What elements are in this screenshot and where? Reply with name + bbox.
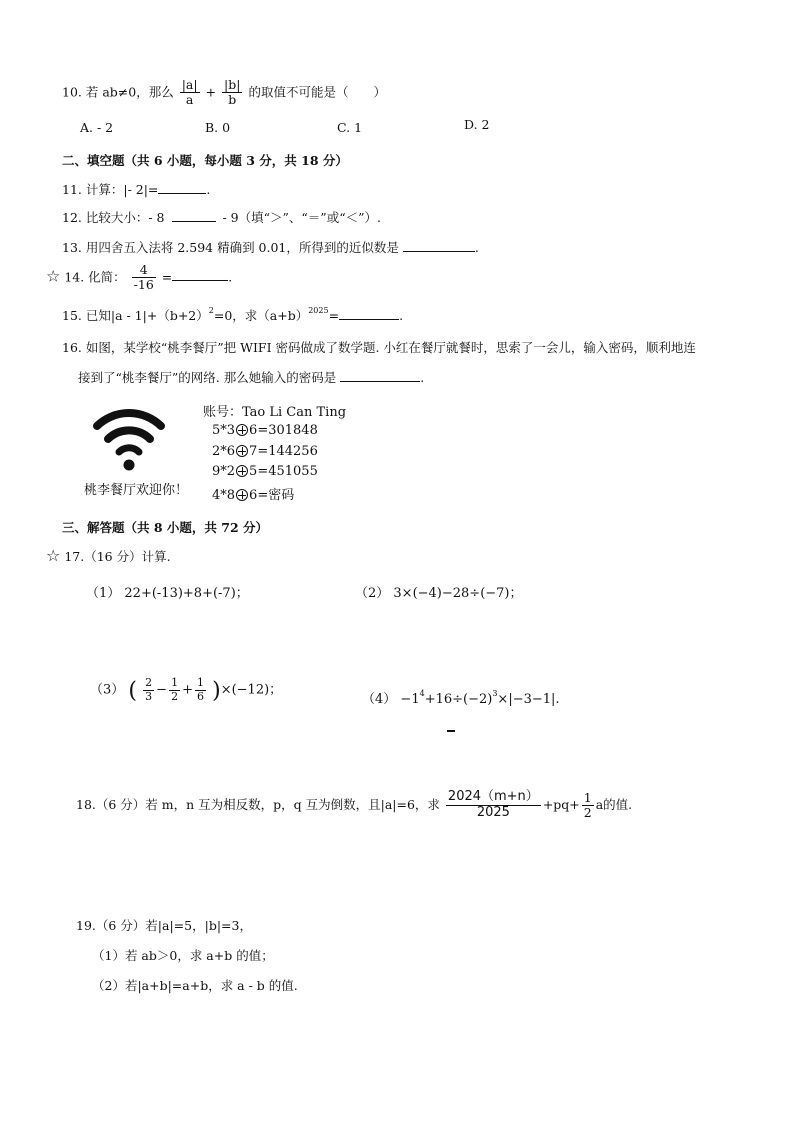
question-17-title: ☆ 17.（16 分）计算. (46, 546, 171, 565)
q19-part-1: （1）若 ab＞0，求 a+b 的值； (92, 948, 274, 963)
q17-part-3: （3） ( $\frac{2}{3}$ − $\frac{1}{2}$ + $\frac{1}{6}$ )×(−12)； (90, 676, 283, 704)
q13-answer-blank (403, 240, 475, 252)
star-icon: ☆ (46, 266, 61, 286)
question-15: 15. 已知$|a - 1|+(b+2)^2=0$，求$(a+b)^{2025}=$ . (62, 306, 404, 323)
q10-fraction-1: $\frac{|a|}{a}$ (181, 77, 198, 108)
question-12: 12. 比较大小：- 8 - 9（填“＞”、“＝”或“＜”）. (62, 210, 381, 225)
question-19-title: 19.（6 分）若|a|=5，|b|=3， (76, 918, 252, 933)
q17-part-1: （1） 22+(-13)+8+(-7)； (86, 586, 249, 601)
circle-plus-icon (236, 424, 248, 436)
q15-answer-blank (339, 308, 399, 320)
q19-part-2: （2）若|a+b|=a+b，求 a - b 的值. (92, 978, 298, 993)
question-11: 11. 计算：|- 2|= . (62, 182, 211, 197)
circle-plus-icon (236, 489, 248, 501)
wifi-row-2: 2*6 7=144256 (212, 444, 318, 459)
section-3-heading: 三、解答题（共 8 小题，共 72 分） (62, 520, 269, 535)
q10-option-d: D. 2 (464, 117, 490, 132)
stray-mark (447, 730, 455, 732)
q10-fraction-2: $\frac{|b|}{b}$ (224, 77, 241, 108)
wifi-row-1: 5*3 6=301848 (212, 423, 318, 438)
wifi-row-4: 4*8 6=密码 (212, 488, 295, 503)
q10-option-a: A. - 2 (80, 120, 114, 135)
circle-plus-icon (236, 465, 248, 477)
q18-fraction-half: $\frac{1}{2}$ (583, 789, 592, 820)
circle-plus-icon (236, 445, 248, 457)
q10-plus: + (205, 84, 217, 100)
q18-fraction: $\frac{2024(m+n)}{2025}$ (447, 789, 539, 820)
q12-answer-blank (172, 210, 216, 222)
q10-option-b: B. 0 (205, 120, 231, 135)
q17-part-2: （2） 3×(−4)−28÷(−7)； (355, 586, 523, 601)
q10-option-c: C. 1 (337, 120, 363, 135)
question-16-line-1: 16. 如图，某学校“桃李餐厅”把 WIFI 密码做成了数学题. 小红在餐厅就餐时，思索了一会儿，输入密码，顺利地连 (62, 340, 696, 355)
q16-answer-blank (340, 370, 420, 382)
q17-part-4: $(4) -1^4+16\div(-2)^3\times|-3-1|$. (362, 689, 560, 707)
question-18: 18.（6 分）若 m，n 互为相反数，p，q 互为倒数，且|a|=6，求 $\frac{2024(m+n)}{2025}$ +pq+ $\frac{1}{2}$ a的值. (76, 789, 633, 820)
q17-p3-fraction-1: $\frac{2}{3}$ (145, 676, 153, 703)
wifi-caption: 桃李餐厅欢迎你！ (84, 483, 189, 498)
question-14: ☆ 14. 化简： $\frac{4}{-16}$ = . (46, 262, 233, 293)
star-icon: ☆ (46, 546, 61, 565)
question-16-line-2: 接到了“桃李餐厅”的网络. 那么她输入的密码是 . (78, 370, 425, 385)
q17-p3-fraction-3: $\frac{1}{6}$ (196, 676, 204, 703)
wifi-account: 账号：Tao Li Can Ting (203, 405, 347, 420)
q17-p3-fraction-2: $\frac{1}{2}$ (171, 676, 179, 703)
q14-answer-blank (172, 269, 228, 281)
q14-fraction: $\frac{4}{-16}$ (133, 262, 154, 293)
wifi-row-3: 9*2 5=451055 (212, 464, 318, 479)
question-13: 13. 用四舍五入法将 2.594 精确到 0.01，所得到的近似数是 . (62, 240, 479, 255)
section-2-heading: 二、填空题（共 6 小题，每小题 3 分，共 18 分） (62, 153, 348, 168)
wifi-icon (92, 402, 166, 474)
q10-prefix: 10. 若 ab≠0，那么 (62, 84, 174, 100)
q11-answer-blank (158, 182, 206, 194)
q10-suffix: 的取值不可能是（ ） (248, 84, 386, 100)
question-10 (62, 78, 386, 108)
